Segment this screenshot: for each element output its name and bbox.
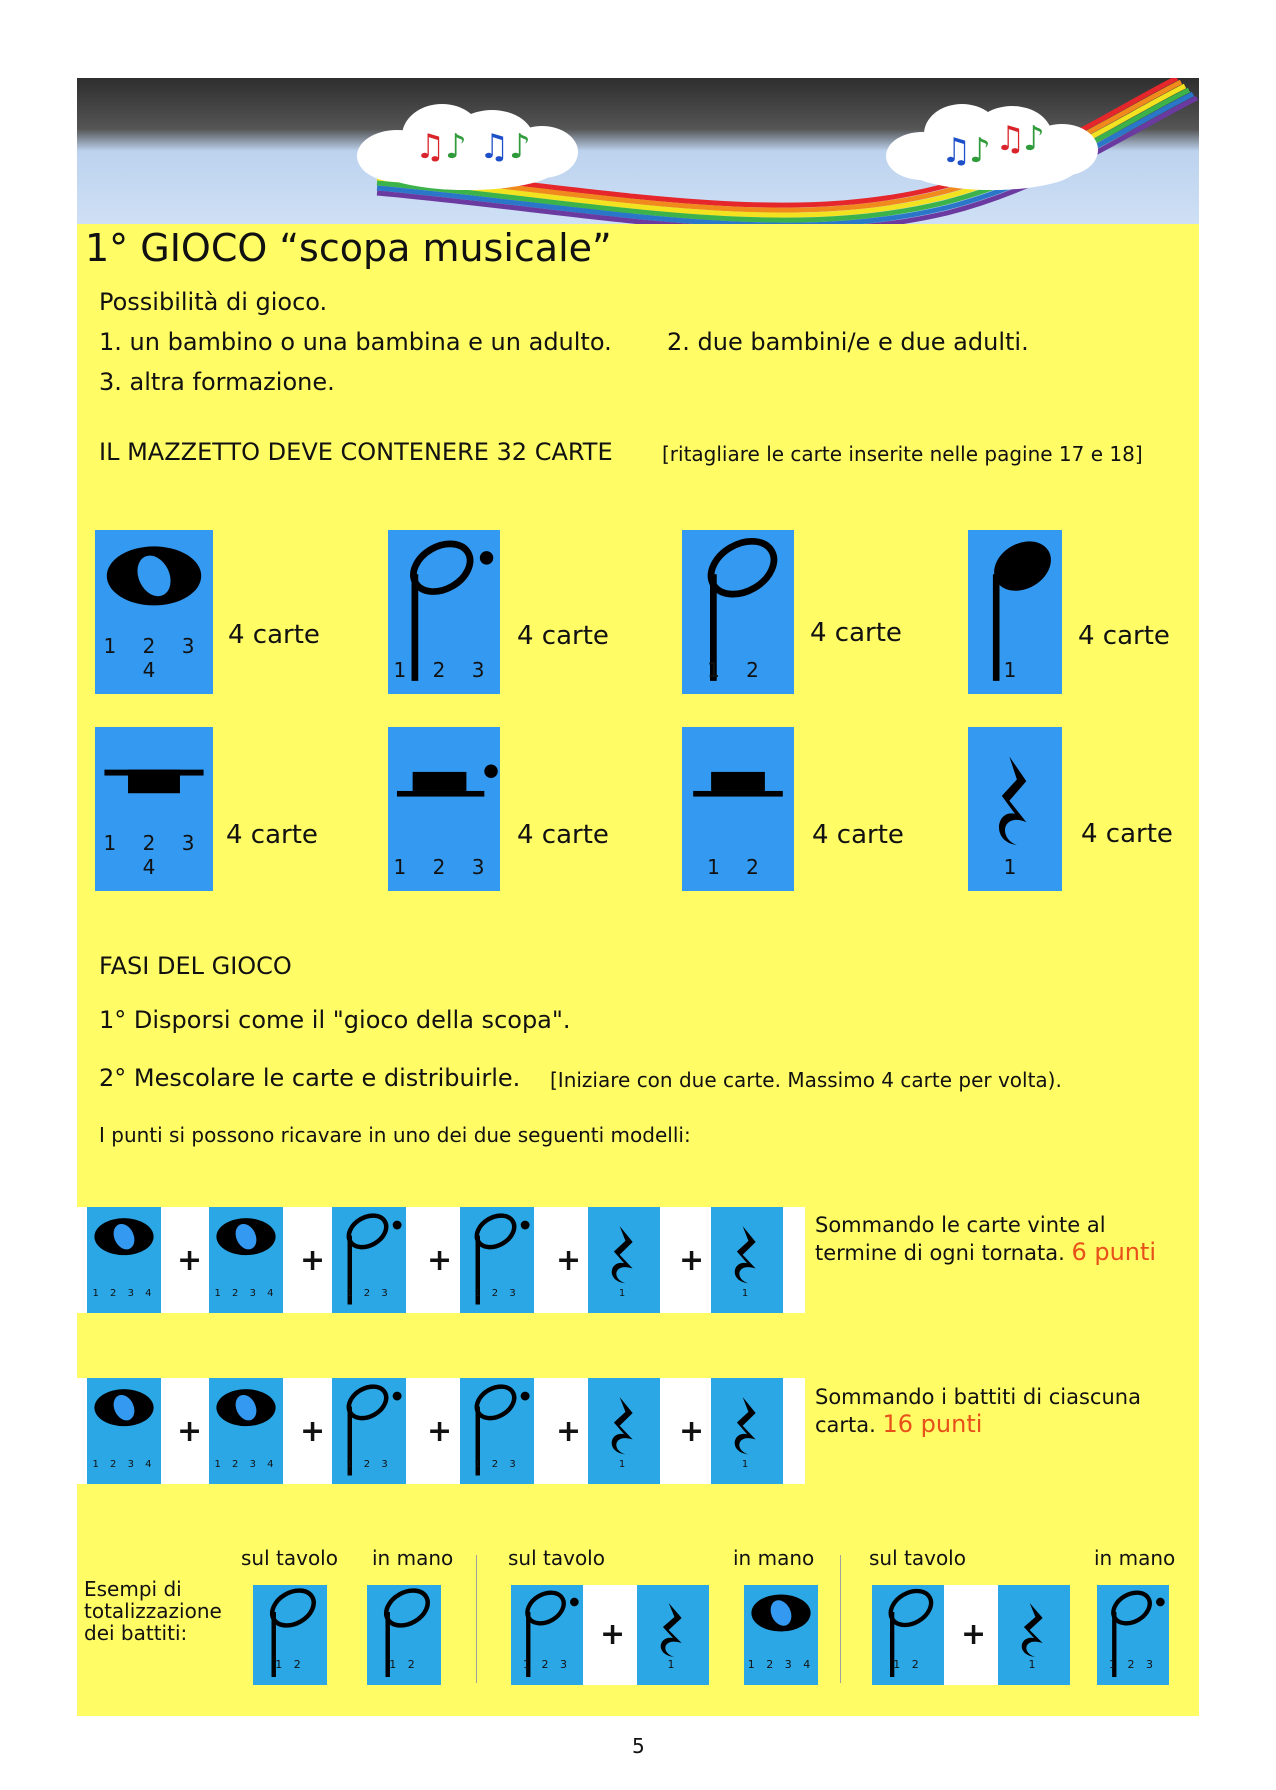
card-count: 4 carte	[517, 820, 609, 850]
svg-text:♫: ♫	[941, 131, 972, 171]
card-beats: 1	[1003, 658, 1027, 682]
model-card-beats: 1 2 3 4	[92, 1459, 156, 1470]
scoring-model-1-text-b: termine di ogni tornata.	[815, 1241, 1065, 1265]
note-card-quarter-note	[968, 530, 1062, 694]
svg-text:♫: ♫	[415, 127, 446, 167]
example-card-dotted-half-note	[511, 1585, 583, 1685]
scoring-model-1-line-a: Sommando le carte vinte al	[815, 1213, 1106, 1237]
note-card-half-note	[682, 530, 794, 694]
scoring-model-2-points: 16 punti	[882, 1410, 983, 1438]
plus-sign: +	[556, 1414, 582, 1449]
card-beats: 1 2 3 4	[103, 831, 205, 879]
card-beats: 1 2	[707, 658, 769, 682]
points-intro: I punti si possono ricavare in uno dei due seguenti modelli:	[99, 1123, 691, 1147]
examples-label-line-1: Esempi di	[84, 1577, 182, 1601]
svg-text:♪: ♪	[1023, 119, 1045, 159]
model-card-dotted-half-note	[460, 1207, 534, 1313]
plus-sign: +	[177, 1243, 203, 1278]
scoring-model-2-line-a: Sommando i battiti di ciascuna	[815, 1385, 1141, 1409]
note-card-dotted-half-rest	[388, 727, 500, 891]
note-card-whole-note	[95, 530, 213, 694]
phases-heading: FASI DEL GIOCO	[99, 952, 292, 980]
deck-heading: IL MAZZETTO DEVE CONTENERE 32 CARTE	[99, 438, 613, 466]
scoring-model-1-line-b	[815, 1239, 1156, 1267]
header-banner	[77, 78, 1199, 224]
svg-text:♪: ♪	[509, 127, 531, 167]
svg-text:♪: ♪	[969, 131, 991, 171]
model-card-dotted-half-note	[460, 1378, 534, 1484]
model-card-whole-note	[87, 1207, 161, 1313]
example-card-half-note	[253, 1585, 327, 1685]
plus-sign: +	[300, 1414, 326, 1449]
model-card-beats: 1 2 3	[346, 1459, 392, 1470]
plus-sign: +	[427, 1243, 453, 1278]
model-card-beats: 1 2 3 4	[92, 1288, 156, 1299]
examples-label-line-3: dei battiti:	[84, 1621, 188, 1645]
example-1-hand-label: in mano	[372, 1546, 454, 1570]
note-card-quarter-rest	[968, 727, 1062, 891]
model-card-whole-note	[87, 1378, 161, 1484]
card-count: 4 carte	[1078, 621, 1170, 651]
example-card-beats: 1	[1028, 1658, 1040, 1671]
note-card-whole-rest	[95, 727, 213, 891]
example-1-table-label: sul tavolo	[241, 1546, 338, 1570]
example-divider-1	[476, 1555, 477, 1683]
page-title: 1° GIOCO “scopa musicale”	[85, 226, 612, 270]
rainbow-banner-illustration	[77, 78, 1199, 224]
model-card-quarter-rest	[711, 1207, 783, 1313]
card-beats: 1	[1003, 855, 1027, 879]
example-card-quarter-rest	[998, 1585, 1070, 1685]
example-card-beats: 1 2	[275, 1658, 305, 1671]
model-card-beats: 1 2 3	[346, 1288, 392, 1299]
scoring-model-1-cards	[77, 1207, 805, 1313]
card-count: 4 carte	[812, 820, 904, 850]
model-card-dotted-half-note	[332, 1378, 406, 1484]
example-card-half-note	[872, 1585, 944, 1685]
scoring-model-2-text-b: carta.	[815, 1413, 876, 1437]
model-card-beats: 1 2 3 4	[214, 1459, 278, 1470]
plus-sign: +	[961, 1617, 987, 1652]
svg-text:♫: ♫	[995, 119, 1026, 159]
scoring-model-2-text	[815, 1384, 1141, 1439]
model-card-beats: 1	[741, 1459, 753, 1470]
plus-sign: +	[427, 1414, 453, 1449]
card-count: 4 carte	[228, 620, 320, 650]
card-count: 4 carte	[517, 621, 609, 651]
card-beats: 1 2 3 4	[103, 634, 205, 682]
model-card-whole-note	[209, 1207, 283, 1313]
example-3-table-label: sul tavolo	[869, 1546, 966, 1570]
model-card-beats: 1	[618, 1288, 630, 1299]
example-card-beats: 1 2	[389, 1658, 419, 1671]
example-2-table-label: sul tavolo	[508, 1546, 605, 1570]
option-2: 2. due bambini/e e due adulti.	[667, 328, 1029, 356]
model-card-quarter-rest	[588, 1207, 660, 1313]
scoring-model-1-points: 6 punti	[1071, 1238, 1157, 1266]
svg-text:♪: ♪	[445, 127, 467, 167]
example-card-beats: 1 2 3	[523, 1658, 571, 1671]
note-card-half-rest	[682, 727, 794, 891]
phase-step-1: 1° Disporsi come il "gioco della scopa".	[99, 1006, 571, 1034]
plus-sign: +	[600, 1617, 626, 1652]
plus-sign: +	[556, 1243, 582, 1278]
scoring-model-2-cards	[77, 1378, 805, 1484]
model-card-beats: 1 2 3	[474, 1459, 520, 1470]
model-card-beats: 1	[618, 1459, 630, 1470]
example-card-half-note	[367, 1585, 441, 1685]
phase-step-2: 2° Mescolare le carte e distribuirle.	[99, 1064, 521, 1092]
examples-label-line-2: totalizzazione	[84, 1599, 222, 1623]
card-count: 4 carte	[226, 820, 318, 850]
page-number: 5	[632, 1734, 645, 1758]
phase-step-2-note: [Iniziare con due carte. Massimo 4 carte per volta).	[550, 1068, 1062, 1092]
option-1: 1. un bambino o una bambina e un adulto.	[99, 328, 612, 356]
model-card-quarter-rest	[588, 1378, 660, 1484]
model-card-dotted-half-note	[332, 1207, 406, 1313]
deck-note: [ritagliare le carte inserite nelle pagine 17 e 18]	[662, 442, 1143, 466]
example-card-beats: 1 2	[893, 1658, 923, 1671]
example-card-dotted-half-note	[1097, 1585, 1169, 1685]
model-card-beats: 1	[741, 1288, 753, 1299]
plus-sign: +	[679, 1243, 705, 1278]
card-count: 4 carte	[1081, 819, 1173, 849]
example-card-quarter-rest	[637, 1585, 709, 1685]
card-beats: 1 2 3	[393, 658, 495, 682]
card-count: 4 carte	[810, 618, 902, 648]
example-divider-2	[840, 1555, 841, 1683]
possibilities-heading: Possibilità di gioco.	[99, 288, 328, 316]
example-card-beats: 1	[667, 1658, 679, 1671]
model-card-beats: 1 2 3 4	[214, 1288, 278, 1299]
scoring-model-1-text	[815, 1212, 1156, 1267]
example-2-hand-label: in mano	[733, 1546, 815, 1570]
plus-sign: +	[300, 1243, 326, 1278]
model-card-beats: 1 2 3	[474, 1288, 520, 1299]
example-card-beats: 1 2 3	[1109, 1658, 1157, 1671]
model-card-whole-note	[209, 1378, 283, 1484]
plus-sign: +	[177, 1414, 203, 1449]
svg-text:♫: ♫	[479, 127, 510, 167]
plus-sign: +	[679, 1414, 705, 1449]
model-card-quarter-rest	[711, 1378, 783, 1484]
card-beats: 1 2	[707, 855, 769, 879]
card-beats: 1 2 3	[393, 855, 495, 879]
example-3-hand-label: in mano	[1094, 1546, 1176, 1570]
example-card-beats: 1 2 3 4	[747, 1658, 815, 1671]
scoring-model-2-line-b	[815, 1411, 1141, 1439]
example-card-whole-note	[744, 1585, 818, 1685]
examples-label	[84, 1578, 222, 1644]
option-3: 3. altra formazione.	[99, 368, 335, 396]
note-card-dotted-half-note	[388, 530, 500, 694]
